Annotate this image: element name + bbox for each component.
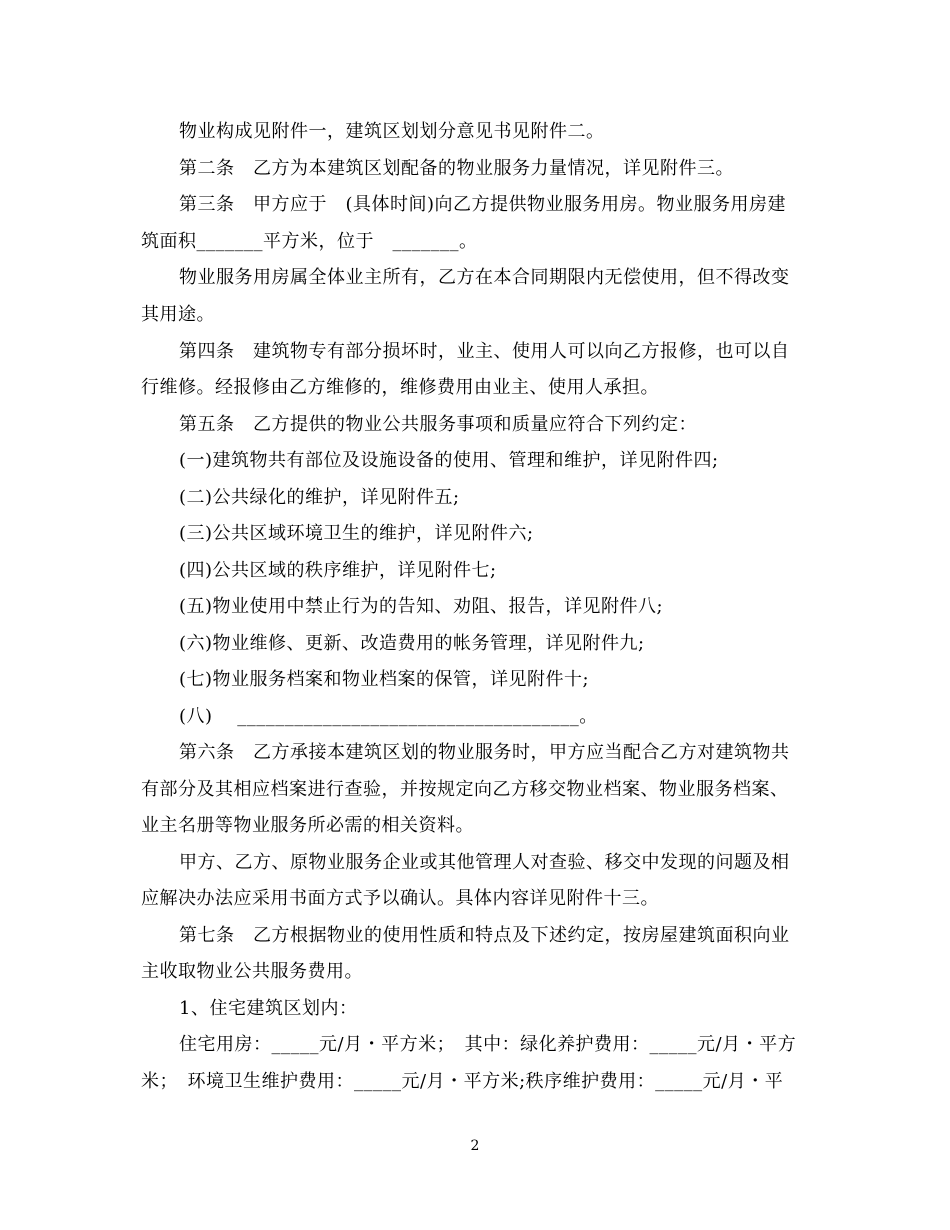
text-line: 第五条 乙方提供的物业公共服务事项和质量应符合下列约定： [179,414,697,435]
text-line: 米； 环境卫生维护费用：_____元/月・平方米;秩序维护费用：_____元/月・平 [141,1071,784,1092]
text-line: (六)物业维修、更新、改造费用的帐务管理，详见附件九; [179,633,645,654]
text-line: (三)公共区域环境卫生的维护，详见附件六; [179,523,534,544]
text-line: 物业服务用房属全体业主所有，乙方在本合同期限内无偿使用，但不得改变 [179,267,790,288]
text-line: 筑面积_______平方米，位于 _______。 [141,231,478,252]
text-line: 第三条 甲方应于 (具体时间)向乙方提供物业服务用房。物业服务用房建 [179,194,787,215]
text-line: (二)公共绿化的维护，详见附件五; [179,487,460,508]
text-line: 第二条 乙方为本建筑区划配备的物业服务力量情况，详见附件三。 [179,158,734,179]
text-line: (七)物业服务档案和物业档案的保管，详见附件十; [179,669,590,690]
page-number: 2 [470,1138,480,1154]
text-line: 业主名册等物业服务所必需的相关资料。 [141,815,474,836]
text-line: 第七条 乙方根据物业的使用性质和特点及下述约定，按房屋建筑面积向业 [179,925,790,946]
text-line: 主收取物业公共服务费用。 [141,961,363,982]
text-line: (一)建筑物共有部位及设施设备的使用、管理和维护，详见附件四; [179,450,719,471]
text-line: (八) ____________________________________。 [179,706,598,727]
text-line: (四)公共区域的秩序维护，详见附件七; [179,560,497,581]
text-line: 甲方、乙方、原物业服务企业或其他管理人对查验、移交中发现的问题及相 [179,852,790,873]
text-line: 第六条 乙方承接本建筑区划的物业服务时，甲方应当配合乙方对建筑物共 [179,742,790,763]
text-line: 物业构成见附件一，建筑区划划分意见书见附件二。 [179,121,605,142]
text-line: 行维修。经报修由乙方维修的，维修费用由业主、使用人承担。 [141,377,659,398]
text-line: (五)物业使用中禁止行为的告知、劝阻、报告，详见附件八; [179,596,664,617]
text-line: 住宅用房：_____元/月・平方米； 其中：绿化养护费用：_____元/月・平方 [179,1034,797,1055]
text-line: 其用途。 [141,304,215,325]
text-line: 第四条 建筑物专有部分损坏时，业主、使用人可以向乙方报修，也可以自 [179,341,790,362]
text-line: 应解决办法应采用书面方式予以确认。具体内容详见附件十三。 [141,888,659,909]
text-line: 1、住宅建筑区划内： [179,998,358,1019]
text-line: 有部分及其相应档案进行查验，并按规定向乙方移交物业档案、物业服务档案、 [141,779,789,800]
